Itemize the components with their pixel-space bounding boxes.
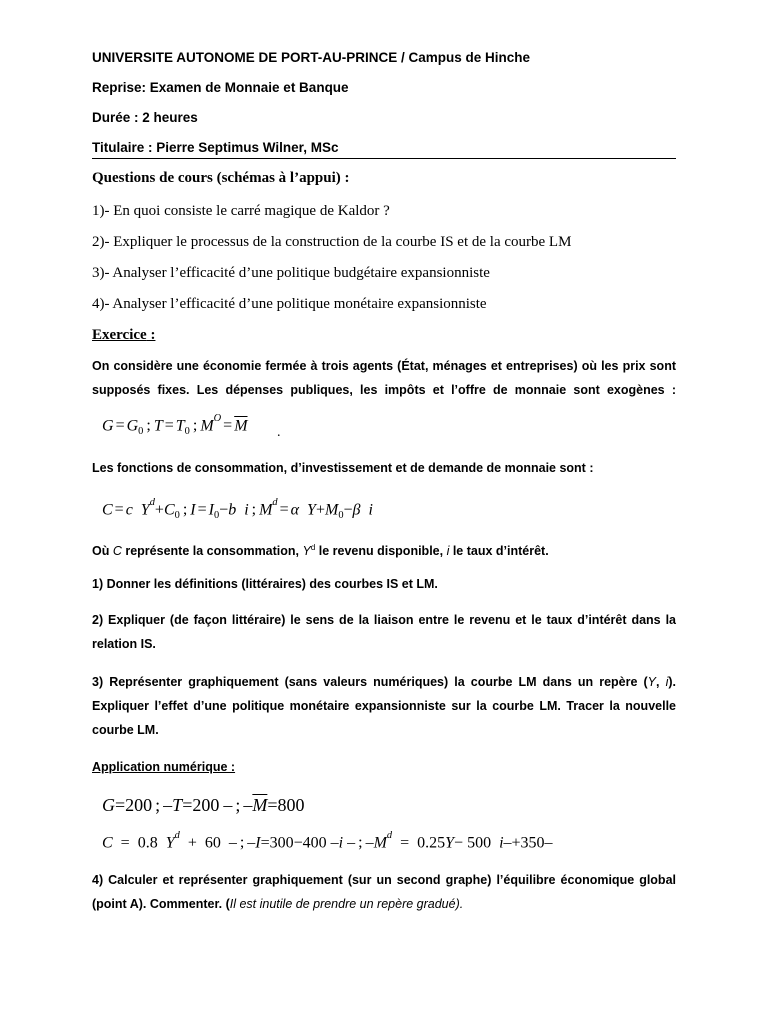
q3-comma: ,: [656, 675, 666, 689]
exercise-question-1: [92, 572, 676, 596]
formula-dot: .: [277, 425, 281, 440]
var-y-superscript: d: [310, 543, 316, 552]
reprise-text: Reprise: Examen de Monnaie et Banque: [92, 80, 349, 95]
questions-title: Questions de cours (schémas à l’appui) :: [92, 170, 350, 186]
where-prefix: Où: [92, 544, 113, 559]
question-4: 4)- Analyser l’efficacité d’une politique monétaire expansionniste: [92, 296, 487, 312]
where-mid-2: le revenu disponible,: [315, 544, 447, 559]
behavioral-formula: C = c $Y^d+C_0$ ; $I = I_0-b$ i ; $M^d = \alpha$ $Y+M_0-\beta$ i: [102, 497, 373, 521]
var-i: i: [446, 544, 450, 559]
question-3: 3)- Analyser l’efficacité d’une politique budgétaire expansionniste: [92, 265, 490, 281]
question-1: 1)- En quoi consiste le carré magique de Kaldor ?: [92, 203, 390, 219]
q3-line-1a: 3) Représenter graphiquement (sans valeurs numériques) la courbe LM dans un repère (: [92, 675, 648, 689]
campus-name: Campus de Hinche: [404, 50, 531, 65]
exercise-question-1-text: 1) Donner les définitions (littéraires) des courbes IS et LM.: [92, 577, 438, 591]
functions-intro-text: Les fonctions de consommation, d’investissement et de demande de monnaie sont :: [92, 461, 594, 475]
duration-line: [92, 110, 198, 125]
university-name: UNIVERSITE AUTONOME DE PORT-AU-PRINCE /: [92, 50, 405, 65]
exercise-intro-line-1: On considère une économie fermée à trois agents (État, ménages et entreprises) où les prix sont: [92, 359, 676, 373]
exercise-question-2: [92, 608, 676, 656]
var-y: Y: [302, 544, 311, 559]
instructor-text: Titulaire : Pierre Septimus Wilner, MSc: [92, 140, 339, 155]
application-title: Application numérique :: [92, 760, 236, 774]
numeric-formula-2: C = 0.8 $Y^d + 60$ – ; –I=300−400 –i – ; $-M^d = 0.25Y- 500$ i–+350–: [102, 830, 553, 852]
exogenous-formula: $G = G_0$ ; $T = T_0$ ; $M^O = \overline{M}$: [102, 413, 248, 437]
university-heading: [92, 50, 530, 65]
duration-text: Durée : 2 heures: [92, 110, 198, 125]
reprise-line: [92, 80, 349, 95]
exercise-question-4: [92, 868, 676, 916]
exercise-question-3: [92, 670, 676, 742]
exercise-intro: [92, 354, 676, 402]
q3-line-1b: ).: [668, 675, 676, 689]
instructor-line: [92, 140, 338, 155]
q4-line-2a: (point A). Commenter. (: [92, 897, 230, 911]
variables-definition: [92, 536, 676, 560]
exercise-question-4-line-1: 4) Calculer et représenter graphiquement (sur un second graphe) l’équilibre économique global: [92, 873, 676, 887]
q4-line-2-italic: Il est inutile de prendre un repère gradué).: [229, 897, 464, 911]
exercise-intro-line-2: supposés fixes. Les dépenses publiques, les impôts et l’offre de monnaie sont exogènes :: [92, 383, 676, 397]
exercise-question-2-line-1: 2) Expliquer (de façon littéraire) le sens de la liaison entre le revenu et le taux d’intérêt dans la: [92, 613, 676, 627]
q3-var-y: Y: [647, 675, 657, 689]
var-c: C: [112, 544, 122, 559]
exercise-question-3-line-2: Expliquer l’effet d’une politique monétaire expansionniste sur la courbe LM. Tracer la nouvelle: [92, 699, 676, 713]
where-end: le taux d’intérêt.: [449, 544, 549, 559]
where-mid-1: représente la consommation,: [121, 544, 303, 559]
exercise-title-text: Exercice: [92, 327, 147, 343]
question-2: 2)- Expliquer le processus de la construction de la courbe IS et de la courbe LM: [92, 234, 572, 250]
exercise-title: [92, 327, 155, 344]
exercise-title-colon: :: [146, 327, 156, 343]
exercise-question-2-line-2: relation IS.: [92, 637, 156, 651]
header-divider: [92, 158, 676, 159]
exercise-question-3-line-3: courbe LM.: [92, 723, 159, 737]
functions-intro: [92, 456, 676, 480]
numeric-formula-1: G=200 ; –T=200 – ; $-\overline{M}=800$: [102, 795, 305, 815]
q3-var-i: i: [665, 675, 669, 689]
